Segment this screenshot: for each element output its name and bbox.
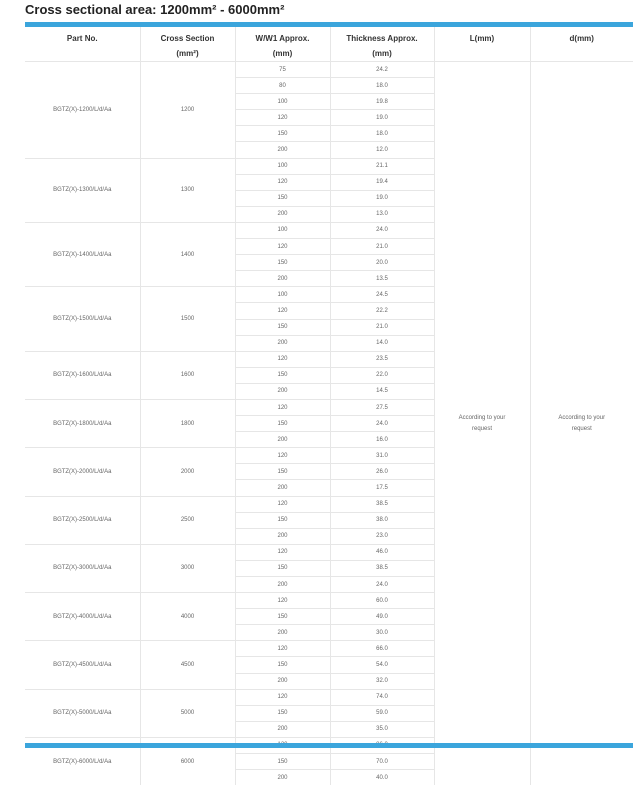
thickness-cell: 26.0 — [330, 464, 434, 480]
thickness-cell: 21.0 — [330, 319, 434, 335]
part-number-cell: BGTZ(X)-4500/L/d/Aa — [25, 641, 140, 689]
thickness-cell: 21.0 — [330, 239, 434, 255]
width-cell: 200 — [235, 770, 330, 785]
thickness-cell: 19.4 — [330, 174, 434, 190]
thickness-cell: 14.0 — [330, 335, 434, 351]
width-cell: 200 — [235, 577, 330, 593]
thickness-cell: 17.5 — [330, 480, 434, 496]
width-cell: 150 — [235, 319, 330, 335]
cross-section-cell: 1200 — [140, 62, 235, 159]
width-cell: 200 — [235, 206, 330, 222]
part-number-cell: BGTZ(X)-3000/L/d/Aa — [25, 544, 140, 592]
header-length: L(mm) — [434, 27, 530, 62]
thickness-cell: 74.0 — [330, 689, 434, 705]
thickness-cell: 22.0 — [330, 367, 434, 383]
header-width: W/W1 Approx. (mm) — [235, 27, 330, 62]
thickness-cell: 24.0 — [330, 416, 434, 432]
thickness-cell: 13.5 — [330, 271, 434, 287]
thickness-cell: 59.0 — [330, 705, 434, 721]
cross-section-cell: 4500 — [140, 641, 235, 689]
part-number-cell: BGTZ(X)-4000/L/d/Aa — [25, 593, 140, 641]
thickness-cell: 18.0 — [330, 126, 434, 142]
thickness-cell: 66.0 — [330, 641, 434, 657]
table-row — [25, 62, 633, 78]
width-cell: 200 — [235, 432, 330, 448]
thickness-cell: 13.0 — [330, 206, 434, 222]
width-cell: 120 — [235, 399, 330, 415]
width-cell: 200 — [235, 335, 330, 351]
part-number-cell: BGTZ(X)-1300/L/d/Aa — [25, 158, 140, 222]
width-cell: 200 — [235, 271, 330, 287]
bottom-accent-bar — [25, 743, 633, 748]
thickness-cell: 24.2 — [330, 62, 434, 78]
length-cell: According to your request — [434, 62, 530, 785]
width-cell: 200 — [235, 142, 330, 158]
table-header-row — [25, 27, 633, 62]
table-body — [25, 62, 633, 785]
width-cell: 150 — [235, 126, 330, 142]
thickness-cell: 24.5 — [330, 287, 434, 303]
header-thickness: Thickness Approx. (mm) — [330, 27, 434, 62]
width-cell: 150 — [235, 560, 330, 576]
thickness-cell: 40.0 — [330, 770, 434, 785]
width-cell: 120 — [235, 544, 330, 560]
width-cell: 200 — [235, 625, 330, 641]
thickness-cell: 16.0 — [330, 432, 434, 448]
diameter-cell: According to your request — [530, 62, 633, 785]
width-cell: 150 — [235, 754, 330, 770]
part-number-cell: BGTZ(X)-1600/L/d/Aa — [25, 351, 140, 399]
cross-section-cell: 1300 — [140, 158, 235, 222]
thickness-cell: 18.0 — [330, 78, 434, 94]
width-cell: 150 — [235, 255, 330, 271]
width-cell: 150 — [235, 512, 330, 528]
width-cell: 75 — [235, 62, 330, 78]
thickness-cell: 35.0 — [330, 721, 434, 737]
thickness-cell: 54.0 — [330, 657, 434, 673]
width-cell: 150 — [235, 657, 330, 673]
width-cell: 200 — [235, 383, 330, 399]
cross-section-cell: 3000 — [140, 544, 235, 592]
header-cross-section: Cross Section (mm²) — [140, 27, 235, 62]
thickness-cell: 38.5 — [330, 496, 434, 512]
thickness-cell: 21.1 — [330, 158, 434, 174]
width-cell: 150 — [235, 190, 330, 206]
specification-table — [25, 27, 633, 785]
width-cell: 200 — [235, 528, 330, 544]
width-cell: 200 — [235, 673, 330, 689]
width-cell: 100 — [235, 287, 330, 303]
cross-section-cell: 1400 — [140, 222, 235, 286]
width-cell: 100 — [235, 94, 330, 110]
width-cell: 120 — [235, 351, 330, 367]
thickness-cell: 14.5 — [330, 383, 434, 399]
thickness-cell: 19.0 — [330, 110, 434, 126]
cross-section-cell: 2000 — [140, 448, 235, 496]
width-cell: 120 — [235, 174, 330, 190]
width-cell: 120 — [235, 689, 330, 705]
width-cell: 200 — [235, 721, 330, 737]
width-cell: 150 — [235, 609, 330, 625]
width-cell: 120 — [235, 448, 330, 464]
thickness-cell: 60.0 — [330, 593, 434, 609]
header-diameter: d(mm) — [530, 27, 633, 62]
part-number-cell: BGTZ(X)-6000/L/d/Aa — [25, 737, 140, 785]
page-title: Cross sectional area: 1200mm² - 6000mm² — [25, 2, 284, 17]
thickness-cell: 31.0 — [330, 448, 434, 464]
thickness-cell: 27.5 — [330, 399, 434, 415]
width-cell: 80 — [235, 78, 330, 94]
width-cell: 120 — [235, 641, 330, 657]
part-number-cell: BGTZ(X)-5000/L/d/Aa — [25, 689, 140, 737]
width-cell: 120 — [235, 303, 330, 319]
cross-section-cell: 1800 — [140, 399, 235, 447]
thickness-cell: 24.0 — [330, 577, 434, 593]
width-cell: 150 — [235, 416, 330, 432]
part-number-cell: BGTZ(X)-2500/L/d/Aa — [25, 496, 140, 544]
cross-section-cell: 5000 — [140, 689, 235, 737]
thickness-cell: 38.5 — [330, 560, 434, 576]
width-cell: 120 — [235, 110, 330, 126]
thickness-cell: 38.0 — [330, 512, 434, 528]
width-cell: 150 — [235, 464, 330, 480]
header-part-no: Part No. — [25, 27, 140, 62]
cross-section-cell: 6000 — [140, 737, 235, 785]
cross-section-cell: 1600 — [140, 351, 235, 399]
width-cell: 100 — [235, 222, 330, 238]
thickness-cell: 23.0 — [330, 528, 434, 544]
part-number-cell: BGTZ(X)-1500/L/d/Aa — [25, 287, 140, 351]
width-cell: 120 — [235, 239, 330, 255]
part-number-cell: BGTZ(X)-1200/L/d/Aa — [25, 62, 140, 159]
thickness-cell: 19.8 — [330, 94, 434, 110]
thickness-cell: 19.0 — [330, 190, 434, 206]
thickness-cell: 32.0 — [330, 673, 434, 689]
thickness-cell: 46.0 — [330, 544, 434, 560]
part-number-cell: BGTZ(X)-1400/L/d/Aa — [25, 222, 140, 286]
cross-section-cell: 2500 — [140, 496, 235, 544]
width-cell: 150 — [235, 705, 330, 721]
thickness-cell: 49.0 — [330, 609, 434, 625]
width-cell: 120 — [235, 593, 330, 609]
thickness-cell: 70.0 — [330, 754, 434, 770]
thickness-cell: 30.0 — [330, 625, 434, 641]
thickness-cell: 12.0 — [330, 142, 434, 158]
thickness-cell: 24.0 — [330, 222, 434, 238]
width-cell: 200 — [235, 480, 330, 496]
width-cell: 100 — [235, 158, 330, 174]
width-cell: 120 — [235, 496, 330, 512]
width-cell: 150 — [235, 367, 330, 383]
part-number-cell: BGTZ(X)-1800/L/d/Aa — [25, 399, 140, 447]
thickness-cell: 22.2 — [330, 303, 434, 319]
thickness-cell: 23.5 — [330, 351, 434, 367]
cross-section-cell: 4000 — [140, 593, 235, 641]
part-number-cell: BGTZ(X)-2000/L/d/Aa — [25, 448, 140, 496]
cross-section-cell: 1500 — [140, 287, 235, 351]
thickness-cell: 20.0 — [330, 255, 434, 271]
